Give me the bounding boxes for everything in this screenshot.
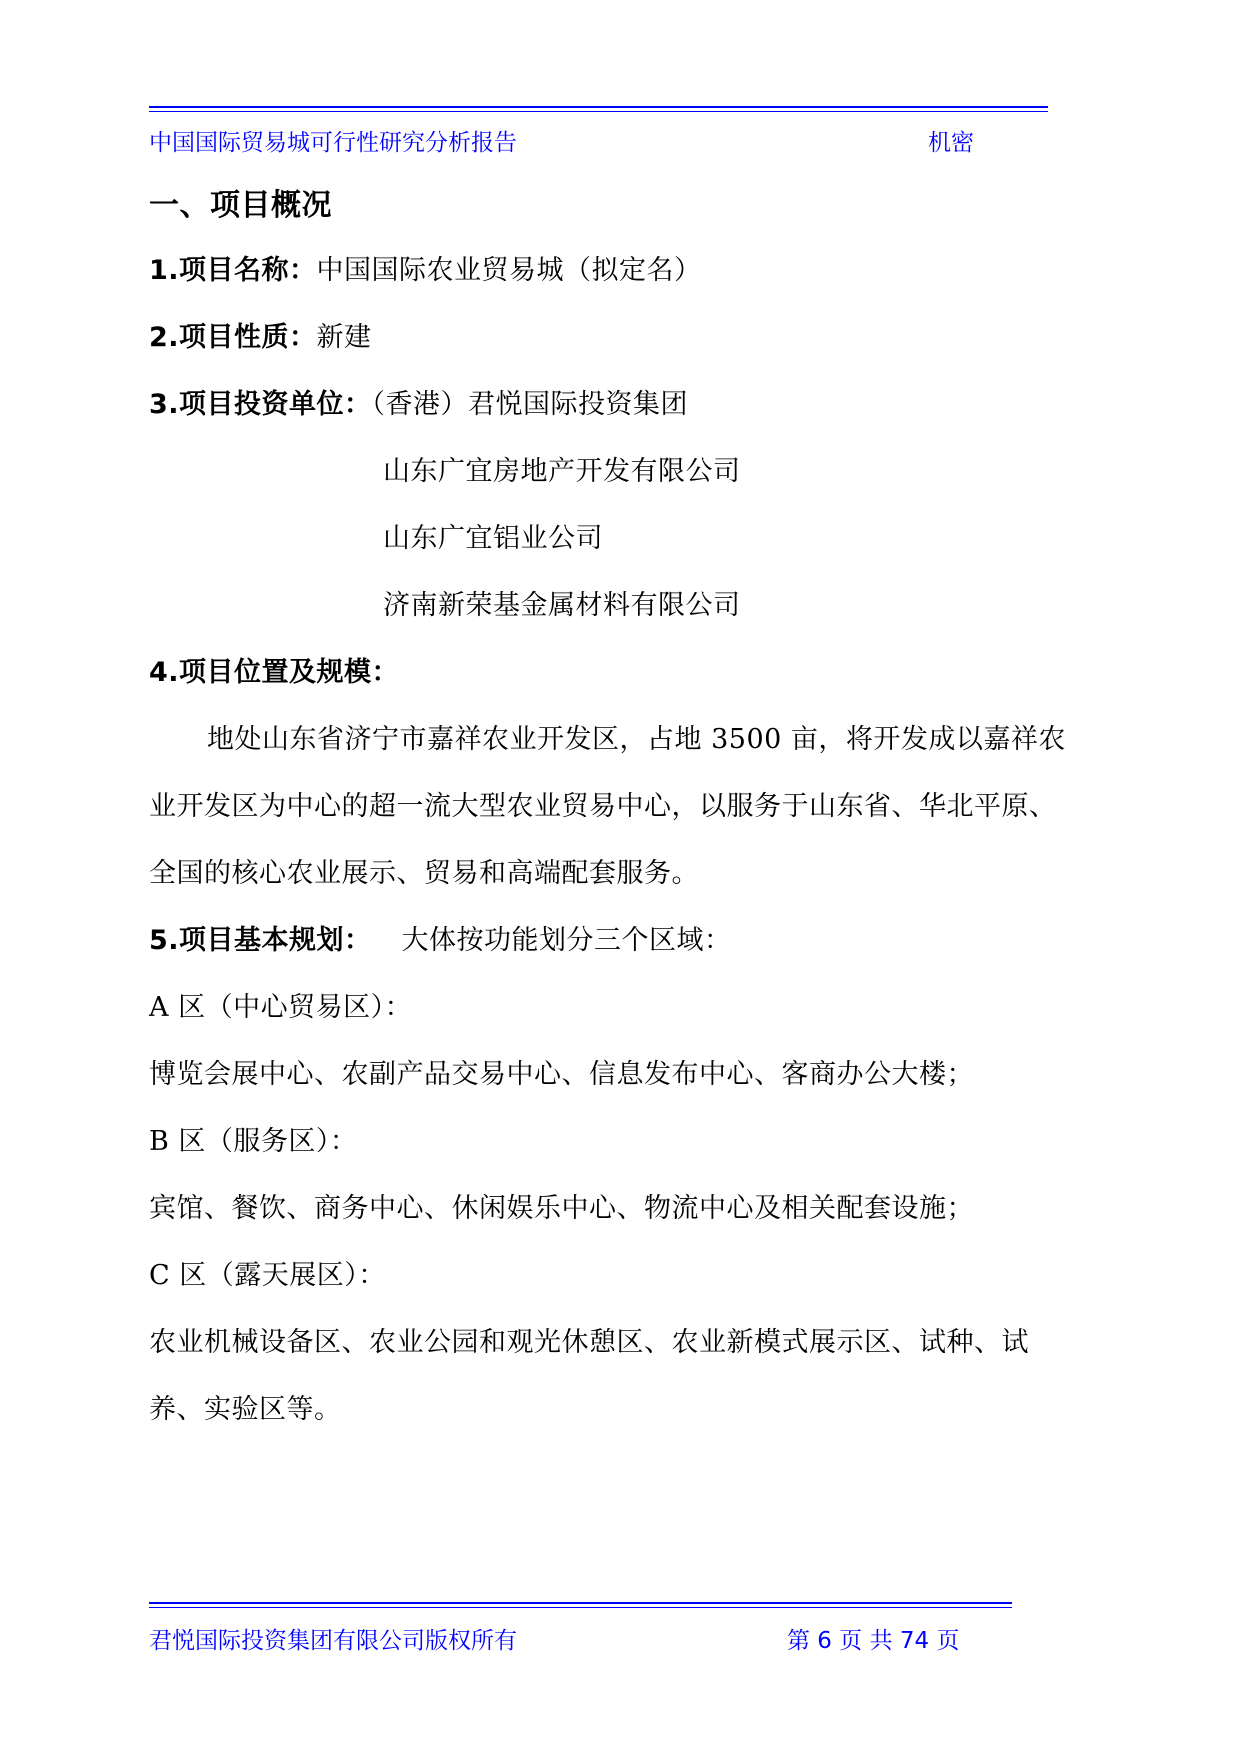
zone-b-desc: 宾馆、餐饮、商务中心、休闲娱乐中心、物流中心及相关配套设施；	[149, 1193, 974, 1224]
zone-b-title: B 区（服务区）：	[149, 1126, 358, 1157]
header-rule-bottom	[149, 111, 1048, 112]
zone-a-title: A 区（中心贸易区）：	[149, 992, 413, 1023]
paragraph-line: 全国的核心农业展示、贸易和高端配套服务。	[149, 858, 699, 889]
investor-line: 山东广宜铝业公司	[383, 523, 603, 554]
paragraph-line: 业开发区为中心的超一流大型农业贸易中心，以服务于山东省、华北平原、	[149, 791, 1057, 822]
item-project-name	[149, 248, 702, 287]
header-title: 中国国际贸易城可行性研究分析报告	[149, 130, 517, 156]
item-investors	[149, 382, 688, 421]
item-project-nature	[149, 315, 372, 354]
footer-rule-bottom	[149, 1607, 1012, 1608]
item-label: 3.项目投资单位：	[149, 389, 372, 420]
header-rule-top	[149, 106, 1048, 108]
zone-c-desc-cont: 养、实验区等。	[149, 1394, 342, 1425]
item-label: 5.项目基本规划：	[149, 925, 372, 956]
investor-line: 济南新荣基金属材料有限公司	[383, 590, 741, 621]
paragraph-line: 地处山东省济宁市嘉祥农业开发区，占地 3500 亩，将开发成以嘉祥农	[207, 724, 1066, 755]
item-value: （香港）君悦国际投资集团	[371, 389, 689, 420]
footer-rule-top	[149, 1602, 1012, 1604]
item-planning	[149, 918, 732, 957]
item-label: 1.项目名称：	[149, 255, 317, 286]
zone-a-desc: 博览会展中心、农副产品交易中心、信息发布中心、客商办公大楼；	[149, 1059, 974, 1090]
item-value: 大体按功能划分三个区域：	[401, 925, 732, 956]
investor-line: 山东广宜房地产开发有限公司	[383, 456, 741, 487]
footer-page-info: 第 6 页 共 74 页	[787, 1628, 960, 1654]
item-label: 2.项目性质：	[149, 322, 317, 353]
item-value: 新建	[316, 322, 372, 353]
item-location-label: 4.项目位置及规模：	[149, 657, 400, 688]
item-value: 中国国际农业贸易城（拟定名）	[316, 255, 702, 286]
footer-copyright: 君悦国际投资集团有限公司版权所有	[149, 1628, 517, 1654]
zone-c-desc: 农业机械设备区、农业公园和观光休憩区、农业新模式展示区、试种、试	[149, 1327, 1029, 1358]
section-title: 一、项目概况	[149, 188, 332, 223]
zone-c-title: C 区（露天展区）：	[149, 1260, 386, 1291]
confidential-label: 机密	[928, 130, 974, 156]
